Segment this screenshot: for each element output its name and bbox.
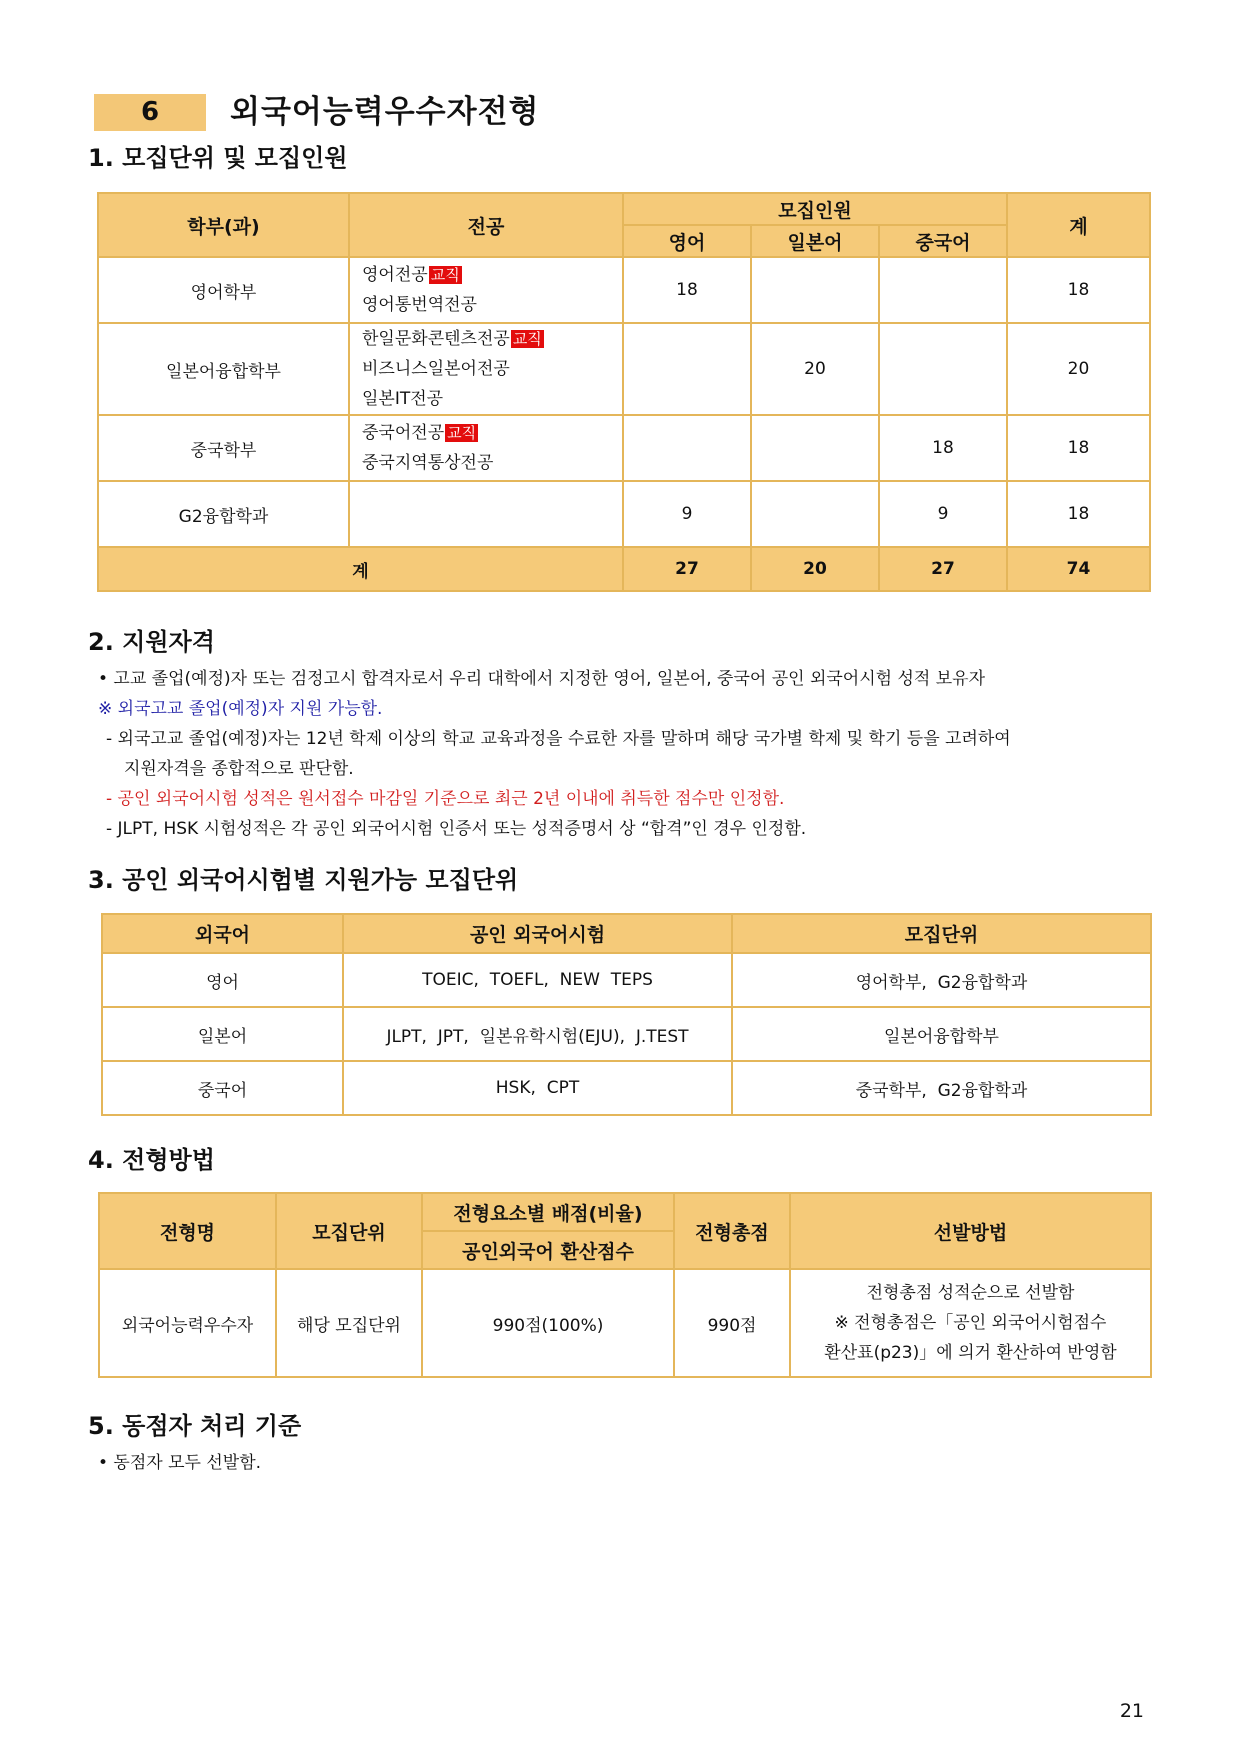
total-row [98,547,1150,591]
cell-jp [751,415,879,481]
cell-jp [751,481,879,547]
foreign-school-note: ※ 외국고교 졸업(예정)자 지원 가능함. [98,699,383,719]
method-line: ※ 전형총점은「공인 외국어시험점수 [834,1313,1107,1333]
table-row [102,1007,1151,1061]
section-number: 6 [94,94,206,131]
major-name: 영어통번역전공 [362,295,477,315]
cell-cn [879,323,1007,415]
eligibility-sub-2: - 공인 외국어시험 성적은 원서접수 마감일 기준으로 최근 2년 이내에 취득한 점수만 인정함. [106,789,785,809]
cell-jp [751,257,879,323]
cell-unit: 일본어융합학부 [732,1007,1151,1061]
method-line: 환산표(p23)」에 의거 환산하여 반영함 [824,1343,1117,1363]
cell-majors [349,323,623,415]
cell-language: 중국어 [102,1061,343,1115]
th-method: 선발방법 [790,1193,1151,1269]
cell-language: 일본어 [102,1007,343,1061]
cell-admission-name: 외국어능력우수자 [99,1269,276,1377]
cell-sum-total: 74 [1007,547,1150,591]
cell-test: JLPT, JPT, 일본유학시험(EJU), J.TEST [343,1007,732,1061]
tie-break-bullet: • 동점자 모두 선발함. [98,1453,262,1473]
cell-sum-en: 27 [623,547,751,591]
cell-unit: 영어학부, G2융합학과 [732,953,1151,1007]
cell-en [623,323,751,415]
heading-tie-break: 5. 동점자 처리 기준 [88,1412,302,1440]
cell-total: 990점 [674,1269,790,1377]
table-row [98,481,1150,547]
cell-total: 18 [1007,481,1150,547]
cell-unit: 해당 모집단위 [276,1269,422,1377]
major-name: 한일문화콘텐츠전공 [362,329,510,349]
cell-cn: 18 [879,415,1007,481]
eligibility-bullet: • 고교 졸업(예정)자 또는 검정고시 합격자로서 우리 대학에서 지정한 영어, 일본어, 중국어 공인 외국어시험 성적 보유자 [98,669,985,689]
cell-cn [879,257,1007,323]
th-japanese: 일본어 [751,225,879,257]
eligibility-sub-1-cont: 지원자격을 종합적으로 판단함. [124,759,354,779]
major-name: 영어전공 [362,265,428,285]
cell-test: TOEIC, TOEFL, NEW TEPS [343,953,732,1007]
cell-total: 20 [1007,323,1150,415]
cell-majors [349,257,623,323]
cell-dept: 중국학부 [98,415,349,481]
th-test: 공인 외국어시험 [343,914,732,953]
th-unit: 모집단위 [276,1193,422,1269]
cell-dept: 일본어융합학부 [98,323,349,415]
major-name: 중국지역통상전공 [362,453,494,473]
cell-sum-cn: 27 [879,547,1007,591]
table-row [98,415,1150,481]
teaching-badge: 교직 [430,266,460,284]
cell-en: 9 [623,481,751,547]
table-row [98,257,1150,323]
th-quota: 모집인원 [623,193,1007,225]
heading-selection-method: 4. 전형방법 [88,1146,215,1174]
cell-method [790,1269,1151,1377]
table-row [99,1269,1151,1377]
cell-unit: 중국학부, G2융합학과 [732,1061,1151,1115]
cell-sum-label: 계 [98,547,623,591]
th-total-score: 전형총점 [674,1193,790,1269]
cell-dept: 영어학부 [98,257,349,323]
eligibility-sub-1: - 외국고교 졸업(예정)자는 12년 학제 이상의 학교 교육과정을 수료한 자를 말하며 해당 국가별 학제 및 학기 등을 고려하여 [106,729,1011,749]
teaching-badge: 교직 [512,330,542,348]
th-converted-score: 공인외국어 환산점수 [422,1231,674,1269]
eligibility-sub-3: - JLPT, HSK 시험성적은 각 공인 외국어시험 인증서 또는 성적증명서 상 “합격”인 경우 인정함. [106,819,807,839]
th-unit: 모집단위 [732,914,1151,953]
major-name: 비즈니스일본어전공 [362,359,510,379]
teaching-badge: 교직 [447,424,477,442]
th-score-group: 전형요소별 배점(비율) [422,1193,674,1231]
cell-dept: G2융합학과 [98,481,349,547]
heading-recruitment-units: 1. 모집단위 및 모집인원 [88,144,348,172]
th-chinese: 중국어 [879,225,1007,257]
table-row [102,1061,1151,1115]
quota-table [97,192,1151,592]
cell-jp: 20 [751,323,879,415]
cell-en [623,415,751,481]
th-language: 외국어 [102,914,343,953]
major-name: 일본IT전공 [362,389,444,409]
page-number: 21 [1119,1700,1144,1722]
cell-total: 18 [1007,257,1150,323]
cell-sum-jp: 20 [751,547,879,591]
cell-test: HSK, CPT [343,1061,732,1115]
section-title: 외국어능력우수자전형 [230,94,540,130]
heading-eligibility: 2. 지원자격 [88,628,215,656]
table-row [102,953,1151,1007]
th-dept: 학부(과) [98,193,349,257]
cell-total: 18 [1007,415,1150,481]
cell-cn: 9 [879,481,1007,547]
table-row [98,323,1150,415]
test-table [101,913,1152,1116]
cell-majors [349,481,623,547]
cell-en: 18 [623,257,751,323]
method-line: 전형총점 성적순으로 선발함 [866,1283,1075,1303]
cell-score: 990점(100%) [422,1269,674,1377]
cell-majors [349,415,623,481]
cell-language: 영어 [102,953,343,1007]
major-name: 중국어전공 [362,423,445,443]
heading-test-units: 3. 공인 외국어시험별 지원가능 모집단위 [88,866,519,894]
th-major: 전공 [349,193,623,257]
th-total: 계 [1007,193,1150,257]
th-english: 영어 [623,225,751,257]
th-admission-name: 전형명 [99,1193,276,1269]
selection-table [98,1192,1152,1378]
